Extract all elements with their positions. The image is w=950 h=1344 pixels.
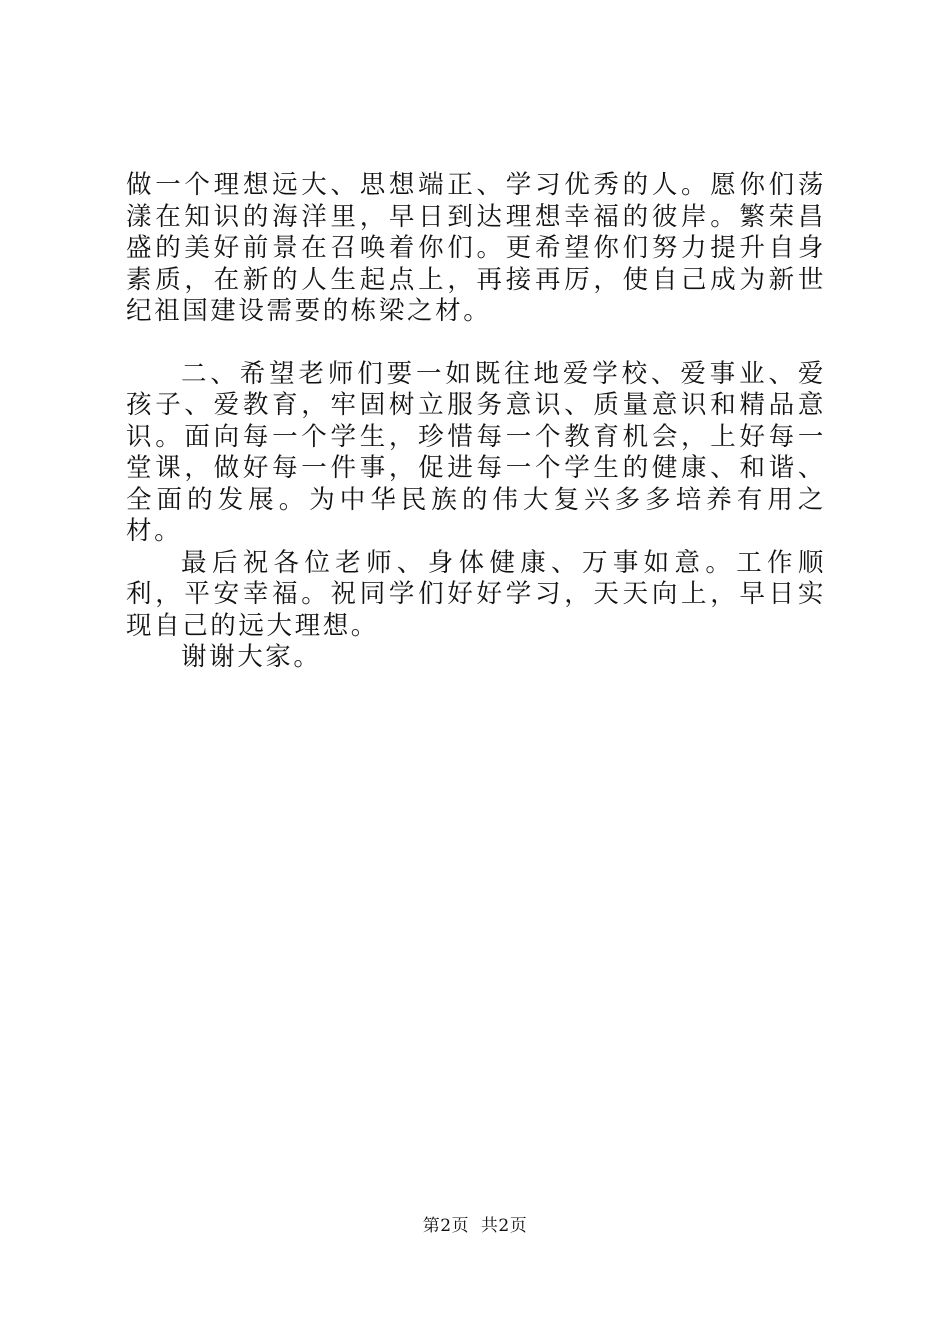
page-number-footer: 第2页 共2页: [422, 1216, 528, 1236]
paragraph-gap: [126, 328, 826, 359]
paragraph-closing-wishes-students: 做一个理想远大、思想端正、学习优秀的人。愿你们荡漾在知识的海洋里，早日到达理想幸福的彼岸。繁荣昌盛的美好前景在召唤着你们。更希望你们努力提升自身素质，在新的人生起点上，再接再厉，使自己成为新世纪祖国建设需要的栋梁之材。: [126, 170, 826, 326]
paragraph-hopes-for-teachers: 二、希望老师们要一如既往地爱学校、爱事业、爱孩子、爱教育，牢固树立服务意识、质量意识和精品意识。面向每一个学生，珍惜每一个教育机会，上好每一堂课，做好每一件事，促进每一个学生的健康、和谐、全面的发展。为中华民族的伟大复兴多多培养有用之材。: [126, 358, 826, 546]
paragraph-thanks: 谢谢大家。: [181, 642, 322, 672]
document-body: [126, 170, 826, 674]
paragraph-final-blessings: 最后祝各位老师、身体健康、万事如意。工作顺利，平安幸福。祝同学们好好学习，天天向上，早日实现自己的远大理想。: [126, 547, 826, 641]
